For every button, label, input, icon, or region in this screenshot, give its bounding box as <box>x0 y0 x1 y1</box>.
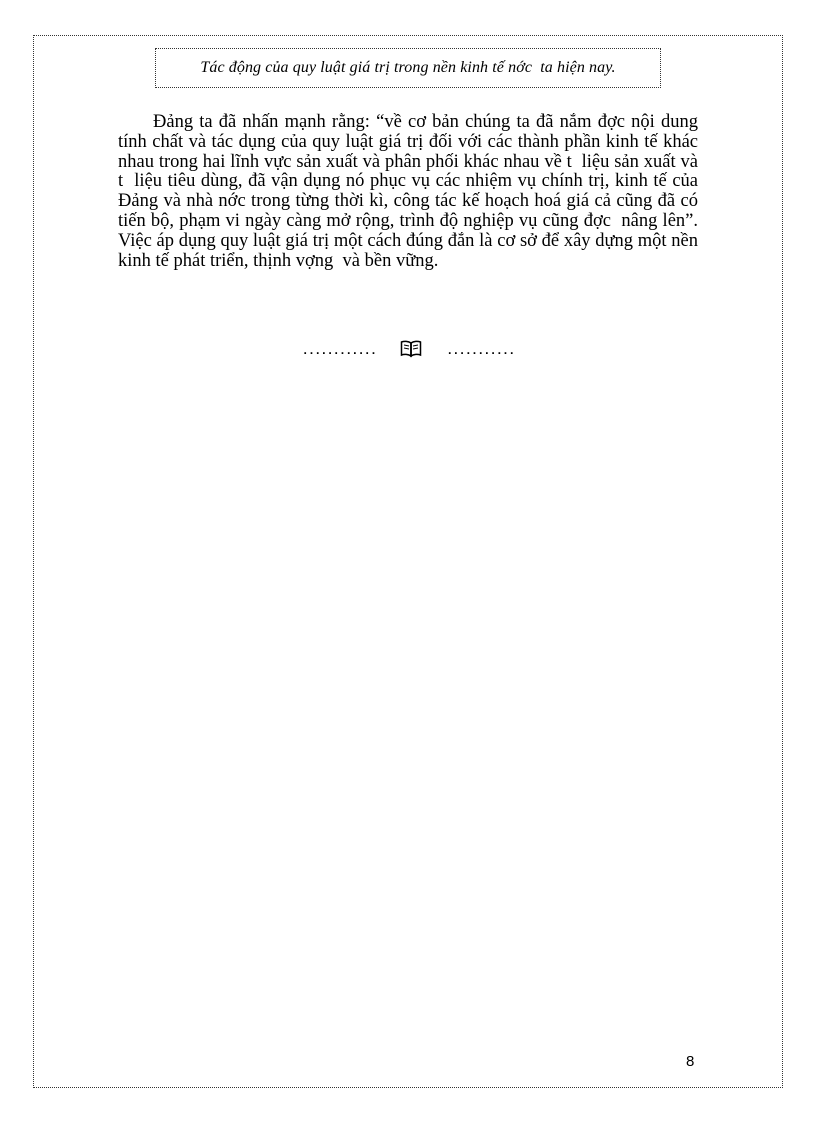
header-title: Tác động của quy luật giá trị trong nền kinh tế nớc ta hiện nay. <box>200 59 616 76</box>
book-icon <box>400 340 422 358</box>
page-number: 8 <box>686 1053 695 1070</box>
separator-dots-right: ........... <box>446 344 515 358</box>
section-separator <box>0 340 816 358</box>
body-paragraph: Đảng ta đã nhấn mạnh rằng: “về cơ bản chúng ta đã nắm đợc nội dung tính chất và tác dụng của quy luật giá trị đối với các thành phần kinh tế khác nhau trong hai lĩnh vực sản xuất và phân phối khác nhau về t liệu sản xuất và t liệu tiêu dùng, đã vận dụng nó phục vụ các nhiệm vụ chính trị, kinh tế của Đảng và nhà nớc trong từng thời kì, công tác kế hoạch hoá giá cả cũng đã có tiến bộ, phạm vi ngày càng mở rộng, trình độ nghiệp vụ cũng đợc nâng lên”. Việc áp dụng quy luật giá trị một cách đúng đắn là cơ sở để xây dựng một nền kinh tế phát triển, thịnh vợng và bền vững. <box>118 112 703 271</box>
header-box <box>155 48 661 88</box>
separator-dots-left: ............ <box>301 344 377 358</box>
